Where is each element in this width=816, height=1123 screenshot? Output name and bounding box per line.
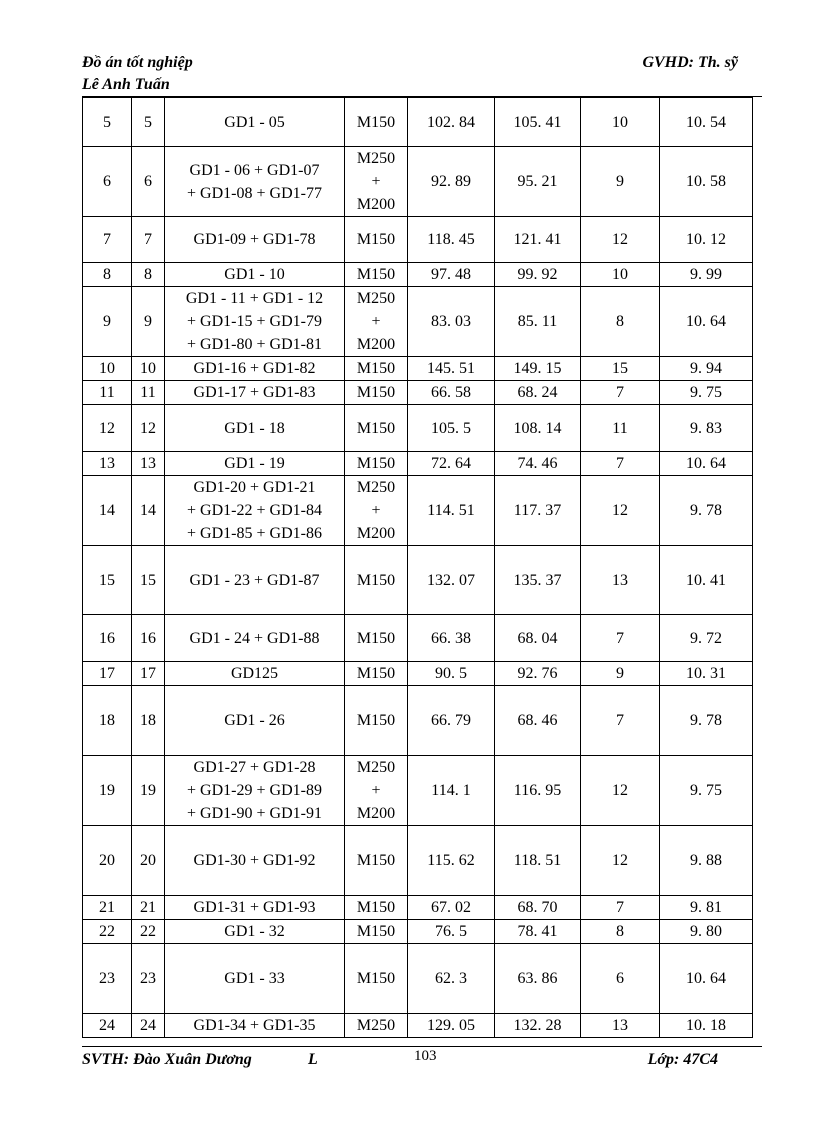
row-index: 22 — [83, 920, 132, 944]
count: 6 — [581, 944, 660, 1014]
table-row — [83, 896, 753, 920]
cell-line: GD1-27 + GD1-28 — [193, 759, 316, 776]
component-name — [165, 756, 345, 826]
item-index: 21 — [132, 896, 165, 920]
item-index: 10 — [132, 357, 165, 381]
value-2: 132. 28 — [495, 1014, 581, 1038]
concrete-grade — [345, 944, 408, 1014]
concrete-grade — [345, 615, 408, 662]
count: 7 — [581, 452, 660, 476]
concrete-grade — [345, 452, 408, 476]
value-1: 66. 58 — [408, 381, 495, 405]
component-name — [165, 476, 345, 546]
cell-line: + — [371, 173, 381, 190]
ratio: 10. 64 — [660, 287, 753, 357]
cell-line: + — [371, 313, 381, 330]
component-name — [165, 944, 345, 1014]
component-name — [165, 405, 345, 452]
row-index: 19 — [83, 756, 132, 826]
component-name — [165, 826, 345, 896]
ratio: 10. 54 — [660, 98, 753, 147]
row-index: 13 — [83, 452, 132, 476]
item-index: 13 — [132, 452, 165, 476]
count: 11 — [581, 405, 660, 452]
item-index: 5 — [132, 98, 165, 147]
cell-line: M150 — [356, 665, 396, 682]
row-index: 21 — [83, 896, 132, 920]
value-2: 99. 92 — [495, 263, 581, 287]
count: 7 — [581, 381, 660, 405]
cell-line: + GD1-29 + GD1-89 — [187, 782, 322, 799]
cell-line: M150 — [356, 923, 396, 940]
cell-line: M200 — [356, 525, 396, 542]
cell-line: + GD1-22 + GD1-84 — [187, 502, 322, 519]
cell-line: + GD1-15 + GD1-79 — [187, 313, 322, 330]
count: 12 — [581, 826, 660, 896]
cell-line: + — [371, 782, 381, 799]
item-index: 12 — [132, 405, 165, 452]
value-2: 68. 46 — [495, 686, 581, 756]
row-index: 11 — [83, 381, 132, 405]
cell-line: GD1-09 + GD1-78 — [193, 231, 316, 248]
ratio: 9. 72 — [660, 615, 753, 662]
cell-line: GD1 - 06 + GD1-07 — [189, 161, 320, 179]
concrete-grade — [345, 405, 408, 452]
count: 12 — [581, 756, 660, 826]
value-1: 67. 02 — [408, 896, 495, 920]
count: 8 — [581, 920, 660, 944]
cell-line: GD1 - 11 + GD1 - 12 — [185, 290, 324, 307]
value-2: 68. 70 — [495, 896, 581, 920]
ratio: 9. 75 — [660, 381, 753, 405]
item-index: 22 — [132, 920, 165, 944]
value-2: 116. 95 — [495, 756, 581, 826]
ratio: 10. 58 — [660, 147, 753, 217]
value-1: 83. 03 — [408, 287, 495, 357]
cell-line: M150 — [356, 384, 396, 401]
ratio: 9. 88 — [660, 826, 753, 896]
row-index: 9 — [83, 287, 132, 357]
ratio: 9. 94 — [660, 357, 753, 381]
cell-line: M150 — [356, 852, 396, 869]
component-name — [165, 686, 345, 756]
component-name — [165, 381, 345, 405]
value-2: 149. 15 — [495, 357, 581, 381]
table-row — [83, 217, 753, 263]
ratio: 10. 18 — [660, 1014, 753, 1038]
ratio: 9. 83 — [660, 405, 753, 452]
cell-line: M150 — [356, 629, 396, 647]
component-name — [165, 546, 345, 615]
value-1: 132. 07 — [408, 546, 495, 615]
cell-line: GD1-20 + GD1-21 — [193, 479, 316, 496]
value-2: 105. 41 — [495, 98, 581, 147]
value-2: 78. 41 — [495, 920, 581, 944]
cell-line: + GD1-80 + GD1-81 — [187, 336, 322, 353]
data-table — [82, 97, 753, 1038]
concrete-grade — [345, 381, 408, 405]
concrete-grade — [345, 896, 408, 920]
cell-line: GD1 - 19 — [224, 455, 285, 472]
cell-line: GD1 - 32 — [224, 923, 285, 940]
row-index: 20 — [83, 826, 132, 896]
cell-line: GD1 - 33 — [224, 970, 285, 987]
value-2: 68. 24 — [495, 381, 581, 405]
count: 12 — [581, 476, 660, 546]
row-index: 17 — [83, 662, 132, 686]
component-name — [165, 1014, 345, 1038]
concrete-grade — [345, 1014, 408, 1038]
concrete-grade — [345, 662, 408, 686]
page-number: 103 — [414, 1048, 437, 1064]
item-index: 15 — [132, 546, 165, 615]
cell-line: M150 — [356, 266, 396, 283]
cell-line: GD1 - 10 — [224, 266, 285, 283]
table-row — [83, 452, 753, 476]
component-name — [165, 98, 345, 147]
cell-line: M250 — [356, 150, 396, 167]
item-index: 14 — [132, 476, 165, 546]
cell-line: M150 — [356, 571, 396, 589]
component-name — [165, 357, 345, 381]
item-index: 6 — [132, 147, 165, 217]
concrete-grade — [345, 920, 408, 944]
row-index: 14 — [83, 476, 132, 546]
row-index: 10 — [83, 357, 132, 381]
table-row — [83, 920, 753, 944]
table-row — [83, 476, 753, 546]
concrete-grade — [345, 756, 408, 826]
count: 10 — [581, 263, 660, 287]
count: 9 — [581, 147, 660, 217]
table-row — [83, 662, 753, 686]
count: 13 — [581, 546, 660, 615]
cell-line: M150 — [356, 419, 396, 437]
ratio: 10. 64 — [660, 452, 753, 476]
cell-line: M150 — [356, 712, 396, 729]
cell-line: M150 — [356, 970, 396, 987]
ratio: 9. 80 — [660, 920, 753, 944]
row-index: 7 — [83, 217, 132, 263]
cell-line: + GD1-90 + GD1-91 — [187, 805, 322, 822]
table-row — [83, 615, 753, 662]
cell-line: + GD1-85 + GD1-86 — [187, 525, 322, 542]
table-row — [83, 756, 753, 826]
table-row — [83, 944, 753, 1014]
value-1: 97. 48 — [408, 263, 495, 287]
component-name — [165, 217, 345, 263]
value-1: 105. 5 — [408, 405, 495, 452]
cell-line: M150 — [356, 231, 396, 248]
row-index: 5 — [83, 98, 132, 147]
row-index: 16 — [83, 615, 132, 662]
count: 7 — [581, 896, 660, 920]
value-2: 121. 41 — [495, 217, 581, 263]
component-name — [165, 263, 345, 287]
table-row — [83, 147, 753, 217]
value-2: 85. 11 — [495, 287, 581, 357]
cell-line: M200 — [356, 336, 396, 353]
cell-line: GD1 - 23 + GD1-87 — [189, 571, 320, 589]
document-title: Đồ án tốt nghiệp — [82, 54, 193, 71]
component-name — [165, 662, 345, 686]
value-1: 102. 84 — [408, 98, 495, 147]
row-index: 6 — [83, 147, 132, 217]
cell-line: GD125 — [230, 665, 279, 682]
ratio: 9. 78 — [660, 686, 753, 756]
value-2: 118. 51 — [495, 826, 581, 896]
table-row — [83, 826, 753, 896]
table-row — [83, 357, 753, 381]
count: 7 — [581, 615, 660, 662]
concrete-grade — [345, 147, 408, 217]
item-index: 23 — [132, 944, 165, 1014]
component-name — [165, 896, 345, 920]
cell-line: + — [371, 502, 381, 519]
value-2: 74. 46 — [495, 452, 581, 476]
concrete-grade — [345, 217, 408, 263]
cell-line: GD1-34 + GD1-35 — [193, 1017, 316, 1034]
footer-divider — [82, 1046, 762, 1047]
item-index: 8 — [132, 263, 165, 287]
ratio: 9. 99 — [660, 263, 753, 287]
count: 8 — [581, 287, 660, 357]
value-1: 118. 45 — [408, 217, 495, 263]
ratio: 9. 81 — [660, 896, 753, 920]
class-label: Lớp: 47C4 — [647, 1051, 718, 1068]
concrete-grade — [345, 546, 408, 615]
author-name: Lê Anh Tuấn — [82, 76, 170, 93]
cell-line: M200 — [356, 805, 396, 822]
value-2: 135. 37 — [495, 546, 581, 615]
cell-line: + GD1-08 + GD1-77 — [187, 184, 322, 202]
value-1: 62. 3 — [408, 944, 495, 1014]
cell-line: M150 — [356, 455, 396, 472]
count: 7 — [581, 686, 660, 756]
cell-line: M150 — [356, 899, 396, 916]
item-index: 18 — [132, 686, 165, 756]
component-name — [165, 287, 345, 357]
count: 12 — [581, 217, 660, 263]
value-1: 92. 89 — [408, 147, 495, 217]
cell-line: M250 — [356, 1017, 396, 1034]
cell-line: GD1 - 24 + GD1-88 — [189, 629, 320, 647]
value-2: 117. 37 — [495, 476, 581, 546]
ratio: 9. 78 — [660, 476, 753, 546]
ratio: 10. 64 — [660, 944, 753, 1014]
value-2: 63. 86 — [495, 944, 581, 1014]
row-index: 23 — [83, 944, 132, 1014]
row-index: 24 — [83, 1014, 132, 1038]
item-index: 20 — [132, 826, 165, 896]
value-1: 66. 79 — [408, 686, 495, 756]
count: 9 — [581, 662, 660, 686]
cell-line: M150 — [356, 360, 396, 377]
cell-line: M250 — [356, 479, 396, 496]
ratio: 10. 31 — [660, 662, 753, 686]
cell-line: M150 — [356, 113, 396, 131]
student-label: SVTH: Đào Xuân Dương — [82, 1051, 252, 1068]
table-row — [83, 287, 753, 357]
ratio: 10. 12 — [660, 217, 753, 263]
cell-line: GD1-17 + GD1-83 — [193, 384, 316, 401]
concrete-grade — [345, 476, 408, 546]
cell-line: GD1-30 + GD1-92 — [193, 852, 316, 869]
concrete-grade — [345, 263, 408, 287]
value-1: 145. 51 — [408, 357, 495, 381]
table-row — [83, 381, 753, 405]
row-index: 12 — [83, 405, 132, 452]
value-1: 72. 64 — [408, 452, 495, 476]
value-1: 129. 05 — [408, 1014, 495, 1038]
item-index: 17 — [132, 662, 165, 686]
component-name — [165, 147, 345, 217]
item-index: 24 — [132, 1014, 165, 1038]
value-2: 108. 14 — [495, 405, 581, 452]
item-index: 16 — [132, 615, 165, 662]
cell-line: GD1 - 05 — [224, 113, 285, 131]
item-index: 9 — [132, 287, 165, 357]
supervisor-label: GVHD: Th. sỹ — [642, 54, 738, 71]
concrete-grade — [345, 287, 408, 357]
count: 13 — [581, 1014, 660, 1038]
row-index: 8 — [83, 263, 132, 287]
row-index: 15 — [83, 546, 132, 615]
value-2: 68. 04 — [495, 615, 581, 662]
cell-line: M200 — [356, 196, 396, 213]
component-name — [165, 920, 345, 944]
value-1: 115. 62 — [408, 826, 495, 896]
value-1: 66. 38 — [408, 615, 495, 662]
table-row — [83, 1014, 753, 1038]
table-row — [83, 98, 753, 147]
row-index: 18 — [83, 686, 132, 756]
value-1: 114. 51 — [408, 476, 495, 546]
cell-line: M250 — [356, 759, 396, 776]
table-row — [83, 263, 753, 287]
component-name — [165, 615, 345, 662]
cell-line: GD1 - 18 — [224, 419, 285, 437]
item-index: 19 — [132, 756, 165, 826]
count: 10 — [581, 98, 660, 147]
concrete-grade — [345, 357, 408, 381]
cell-line: GD1-16 + GD1-82 — [193, 360, 316, 377]
value-2: 95. 21 — [495, 147, 581, 217]
value-1: 90. 5 — [408, 662, 495, 686]
ratio: 10. 41 — [660, 546, 753, 615]
concrete-grade — [345, 686, 408, 756]
table-row — [83, 686, 753, 756]
footer-mark: L — [308, 1051, 318, 1068]
value-2: 92. 76 — [495, 662, 581, 686]
component-name — [165, 452, 345, 476]
cell-line: M250 — [356, 290, 396, 307]
cell-line: GD1 - 26 — [224, 712, 285, 729]
concrete-grade — [345, 98, 408, 147]
item-index: 7 — [132, 217, 165, 263]
ratio: 9. 75 — [660, 756, 753, 826]
count: 15 — [581, 357, 660, 381]
table-row — [83, 405, 753, 452]
cell-line: GD1-31 + GD1-93 — [193, 899, 316, 916]
header-left — [82, 52, 193, 96]
table-row — [83, 546, 753, 615]
concrete-grade — [345, 826, 408, 896]
value-1: 114. 1 — [408, 756, 495, 826]
item-index: 11 — [132, 381, 165, 405]
value-1: 76. 5 — [408, 920, 495, 944]
